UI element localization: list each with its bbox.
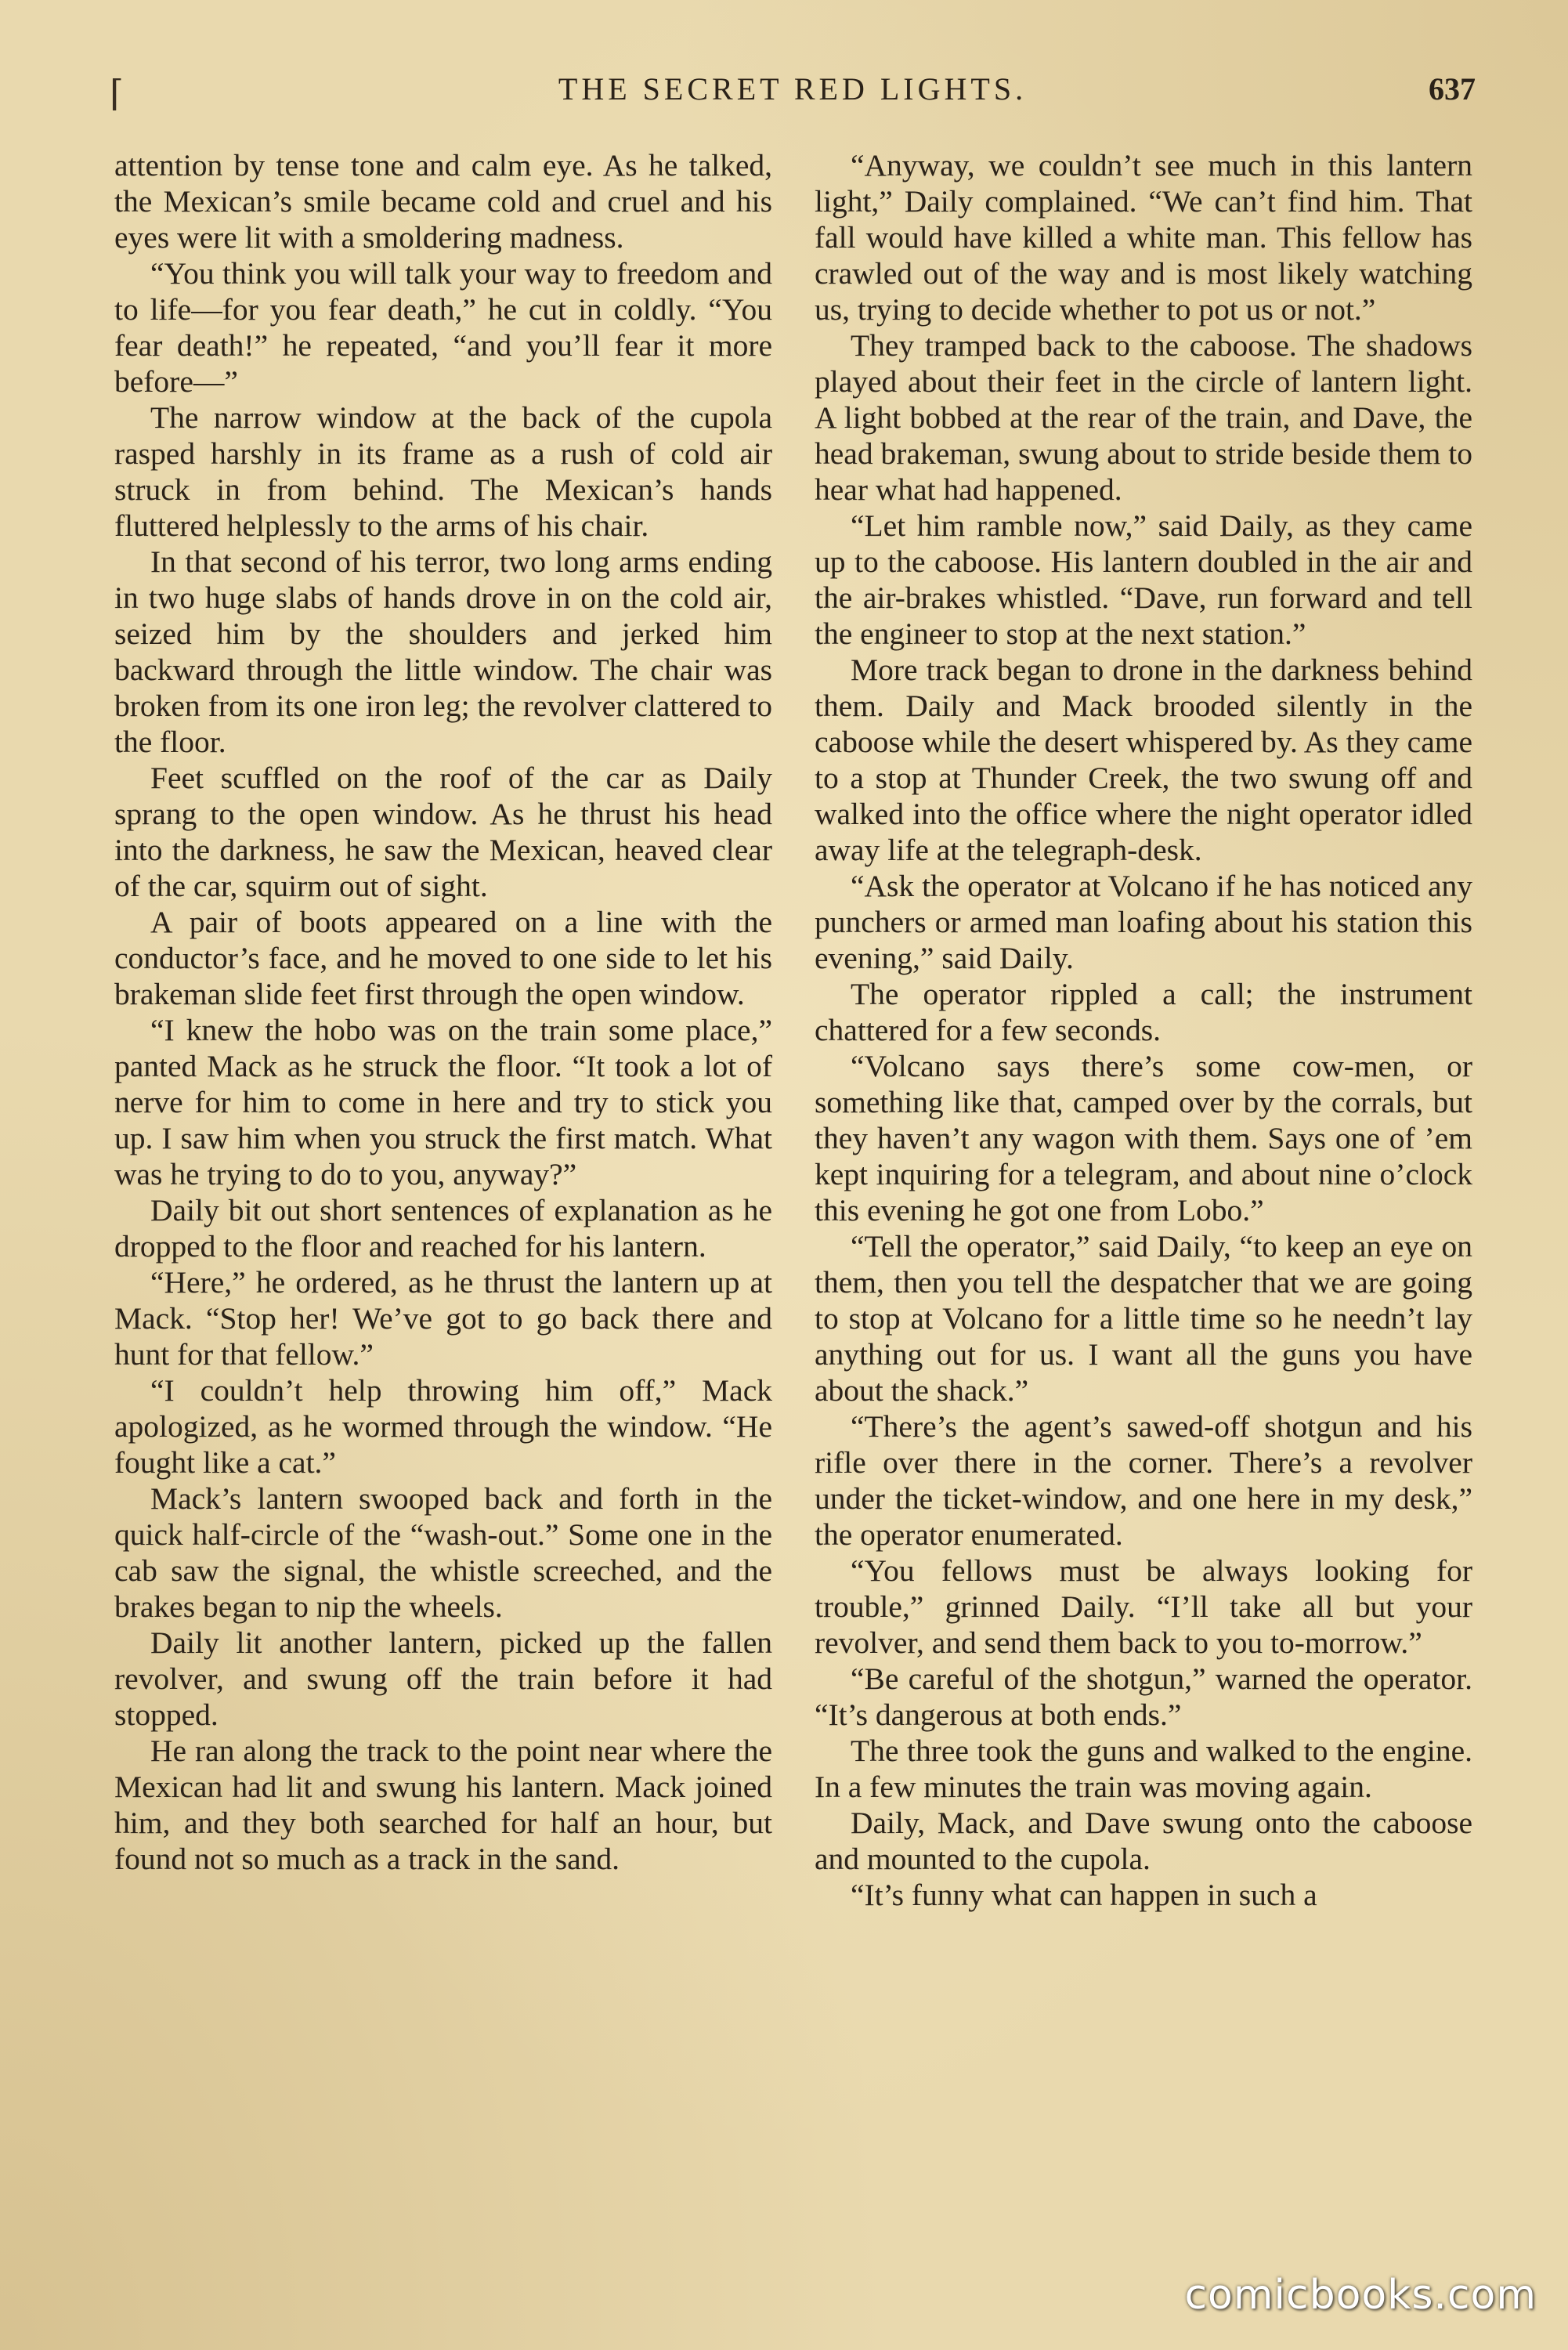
paragraph: A pair of boots appeared on a line with the conductor’s face, and he moved to one side to let his brakeman slide feet first through the open window. (114, 905, 772, 1011)
paragraph: The operator rippled a call; the instrument chattered for a few seconds. (815, 977, 1472, 1047)
page-number: 637 (1429, 71, 1476, 107)
paragraph: The three took the guns and walked to the engine. In a few minutes the train was moving again. (815, 1734, 1472, 1804)
page-header (110, 64, 1476, 114)
paragraph: Daily, Mack, and Dave swung onto the caboose and mounted to the cupola. (815, 1806, 1472, 1876)
corner-mark: ⌈ (110, 74, 124, 114)
paragraph: attention by tense tone and calm eye. As he talked, the Mexican’s smile became cold and cruel and his eyes were lit with a smoldering madness. (114, 148, 772, 255)
paragraph: Feet scuffled on the roof of the car as Daily sprang to the open window. As he thrust his head into the darkness, he saw the Mexican, heaved clear of the car, squirm out of sight. (114, 761, 772, 903)
paragraph: “It’s funny what can happen in such a (851, 1878, 1317, 1912)
paragraph: “There’s the agent’s sawed-off shotgun and his rifle over there in the corner. There’s a revolver under the ticket-window, and one here in my desk,” the operator enumerated. (815, 1409, 1472, 1552)
paragraph: The narrow window at the back of the cupola rasped harshly in its frame as a rush of cold air struck in from behind. The Mexican’s hands fluttered helplessly to the arms of his chair. (114, 400, 772, 543)
paragraph: They tramped back to the caboose. The shadows played about their feet in the circle of lantern light. A light bobbed at the rear of the train, and Dave, the head brakeman, swung about to stride beside them to hear what had happened. (815, 328, 1472, 507)
paragraph: “Here,” he ordered, as he thrust the lantern up at Mack. “Stop her! We’ve got to go back there and hunt for that fellow.” (114, 1265, 772, 1372)
paragraph: “You fellows must be always looking for trouble,” grinned Daily. “I’ll take all but your revolver, and send them back to you to-morrow.” (815, 1553, 1472, 1660)
paragraph: “I couldn’t help throwing him off,” Mack apologized, as he wormed through the window. “He fought like a cat.” (114, 1373, 772, 1480)
paragraph: In that second of his terror, two long arms ending in two huge slabs of hands drove in on the cold air, seized him by the shoulders and jerked him backward through the little window. The chair was broken from its one iron leg; the revolver clattered to the floor. (114, 544, 772, 759)
left-column (114, 147, 772, 1877)
paragraph: Daily lit another lantern, picked up the fallen revolver, and swung off the train before it had stopped. (114, 1625, 772, 1732)
paragraph: “I knew the hobo was on the train some place,” panted Mack as he struck the floor. “It took a lot of nerve for him to come in here and try to stick you up. I saw him when you struck the first match. What was he trying to do to you, anyway?” (114, 1013, 772, 1191)
paragraph: Mack’s lantern swooped back and forth in the quick half-circle of the “wash-out.” Some one in the cab saw the signal, the whistle screeched, and the brakes began to nip the wheels. (114, 1481, 772, 1624)
paragraph: “Be careful of the shotgun,” warned the operator. “It’s dangerous at both ends.” (815, 1661, 1472, 1732)
right-column (815, 147, 1472, 1913)
watermark: comicbooks.com (1184, 2272, 1537, 2319)
paragraph: Daily bit out short sentences of explanation as he dropped to the floor and reached for his lantern. (114, 1193, 772, 1264)
paragraph: “Let him ramble now,” said Daily, as they came up to the caboose. His lantern doubled in the air and the air-brakes whistled. “Dave, run forward and tell the engineer to stop at the next station.” (815, 508, 1472, 651)
paragraph: “Anyway, we couldn’t see much in this lantern light,” Daily complained. “We can’t find him. That fall would have killed a white man. This fellow has crawled out of the way and is most likely watching us, trying to decide whether to pot us or not.” (815, 148, 1472, 327)
paragraph: “Volcano says there’s some cow-men, or something like that, camped over by the corrals, but they haven’t any wagon with them. Says one of ’em kept inquiring for a telegram, and about nine o’clock this evening he got one from Lobo.” (815, 1049, 1472, 1227)
paragraph: “You think you will talk your way to freedom and to life—for you fear death,” he cut in coldly. “You fear death!” he repeated, “and you’ll fear it more before—” (114, 256, 772, 399)
paragraph: He ran along the track to the point near where the Mexican had lit and swung his lantern. Mack joined him, and they both searched for half an hour, but found not so much as a track in the sand. (114, 1734, 772, 1876)
paragraph: “Tell the operator,” said Daily, “to keep an eye on them, then you tell the despatcher that we are going to stop at Volcano for a little time so he needn’t lay anything out for us. I want all the guns you have about the shack.” (815, 1229, 1472, 1408)
paragraph: More track began to drone in the darkness behind them. Daily and Mack brooded silently in the caboose while the desert whispered by. As they came to a stop at Thunder Creek, the two swung off and walked into the office where the night operator idled away life at the telegraph-desk. (815, 653, 1472, 867)
paragraph: “Ask the operator at Volcano if he has noticed any punchers or armed man loafing about his station this evening,” said Daily. (815, 869, 1472, 975)
running-title: THE SECRET RED LIGHTS. (558, 71, 1028, 107)
